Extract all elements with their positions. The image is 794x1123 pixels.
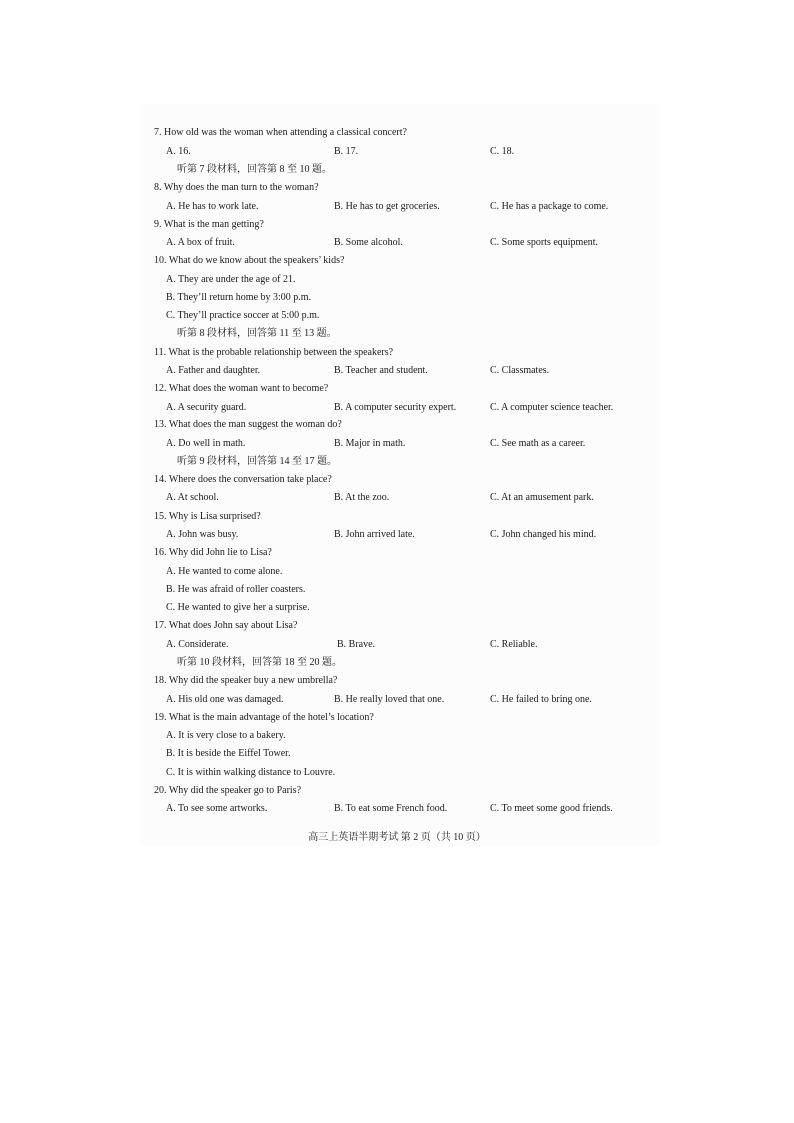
question-9-option-a: A. A box of fruit.	[166, 237, 235, 248]
question-8-option-a: A. He has to work late.	[166, 201, 259, 212]
question-16-option-b: B. He was afraid of roller coasters.	[166, 584, 306, 595]
question-14-option-a: A. At school.	[166, 492, 219, 503]
question-10-option-b: B. They’ll return home by 3:00 p.m.	[166, 292, 312, 303]
question-20-option-c: C. To meet some good friends.	[490, 803, 613, 814]
question-12-option-b: B. A computer security expert.	[334, 402, 457, 413]
question-8-option-b: B. He has to get groceries.	[334, 201, 440, 212]
question-20-option-b: B. To eat some French food.	[334, 803, 448, 814]
question-9-option-c: C. Some sports equipment.	[490, 237, 599, 248]
question-16-stem: 16. Why did John lie to Lisa?	[154, 547, 272, 558]
question-19-option-b: B. It is beside the Eiffel Tower.	[166, 748, 291, 759]
question-8-option-c: C. He has a package to come.	[490, 201, 609, 212]
question-11-option-b: B. Teacher and student.	[334, 365, 428, 376]
question-20-option-a: A. To see some artworks.	[166, 803, 268, 814]
question-20-stem: 20. Why did the speaker go to Paris?	[154, 785, 302, 796]
question-15-option-a: A. John was busy.	[166, 529, 239, 540]
question-14-option-b: B. At the zoo.	[334, 492, 390, 503]
question-12-option-a: A. A security guard.	[166, 402, 247, 413]
question-7-option-a: A. 16.	[166, 146, 191, 157]
question-18-option-c: C. He failed to bring one.	[490, 694, 592, 705]
question-9-option-b: B. Some alcohol.	[334, 237, 403, 248]
question-12-stem: 12. What does the woman want to become?	[154, 383, 329, 394]
question-14-option-c: C. At an amusement park.	[490, 492, 594, 503]
question-17-stem: 17. What does John say about Lisa?	[154, 620, 298, 631]
question-10-option-a: A. They are under the age of 21.	[166, 274, 296, 285]
question-10-option-c: C. They’ll practice soccer at 5:00 p.m.	[166, 310, 320, 321]
question-14-stem: 14. Where does the conversation take place?	[154, 474, 332, 485]
question-15-option-c: C. John changed his mind.	[490, 529, 597, 540]
question-13-stem: 13. What does the man suggest the woman do?	[154, 419, 342, 430]
question-13-option-c: C. See math as a career.	[490, 438, 586, 449]
question-16-option-c: C. He wanted to give her a surprise.	[166, 602, 310, 613]
question-8-stem: 8. Why does the man turn to the woman?	[154, 182, 319, 193]
question-17-option-c: C. Reliable.	[490, 639, 538, 650]
question-16-option-a: A. He wanted to come alone.	[166, 566, 283, 577]
question-13-option-a: A. Do well in math.	[166, 438, 246, 449]
section-10-instruction: 听第 10 段材料，回答第 18 至 20 题。	[177, 657, 342, 668]
question-13-option-b: B. Major in math.	[334, 438, 406, 449]
section-8-instruction: 听第 8 段材料，回答第 11 至 13 题。	[177, 328, 337, 339]
question-10-stem: 10. What do we know about the speakers’ kids?	[154, 255, 345, 266]
question-17-option-a: A. Considerate.	[166, 639, 229, 650]
page-footer: 高三上英语半期考试 第 2 页（共 10 页）	[308, 832, 486, 843]
question-18-option-b: B. He really loved that one.	[334, 694, 445, 705]
section-9-instruction: 听第 9 段材料，回答第 14 至 17 题。	[177, 456, 337, 467]
question-15-stem: 15. Why is Lisa surprised?	[154, 511, 261, 522]
question-18-stem: 18. Why did the speaker buy a new umbrella?	[154, 675, 338, 686]
question-15-option-b: B. John arrived late.	[334, 529, 415, 540]
question-18-option-a: A. His old one was damaged.	[166, 694, 284, 705]
question-19-stem: 19. What is the main advantage of the hotel’s location?	[154, 712, 374, 723]
question-11-option-c: C. Classmates.	[490, 365, 550, 376]
question-17-option-b: B. Brave.	[337, 639, 376, 650]
question-9-stem: 9. What is the man getting?	[154, 219, 264, 230]
question-7-option-c: C. 18.	[490, 146, 515, 157]
question-11-stem: 11. What is the probable relationship between the speakers?	[154, 347, 394, 358]
question-7-stem: 7. How old was the woman when attending a classical concert?	[154, 127, 407, 138]
question-19-option-a: A. It is very close to a bakery.	[166, 730, 286, 741]
question-12-option-c: C. A computer science teacher.	[490, 402, 614, 413]
question-7-option-b: B. 17.	[334, 146, 359, 157]
question-11-option-a: A. Father and daughter.	[166, 365, 261, 376]
section-7-instruction: 听第 7 段材料，回答第 8 至 10 题。	[177, 164, 332, 175]
question-19-option-c: C. It is within walking distance to Louvre.	[166, 767, 336, 778]
